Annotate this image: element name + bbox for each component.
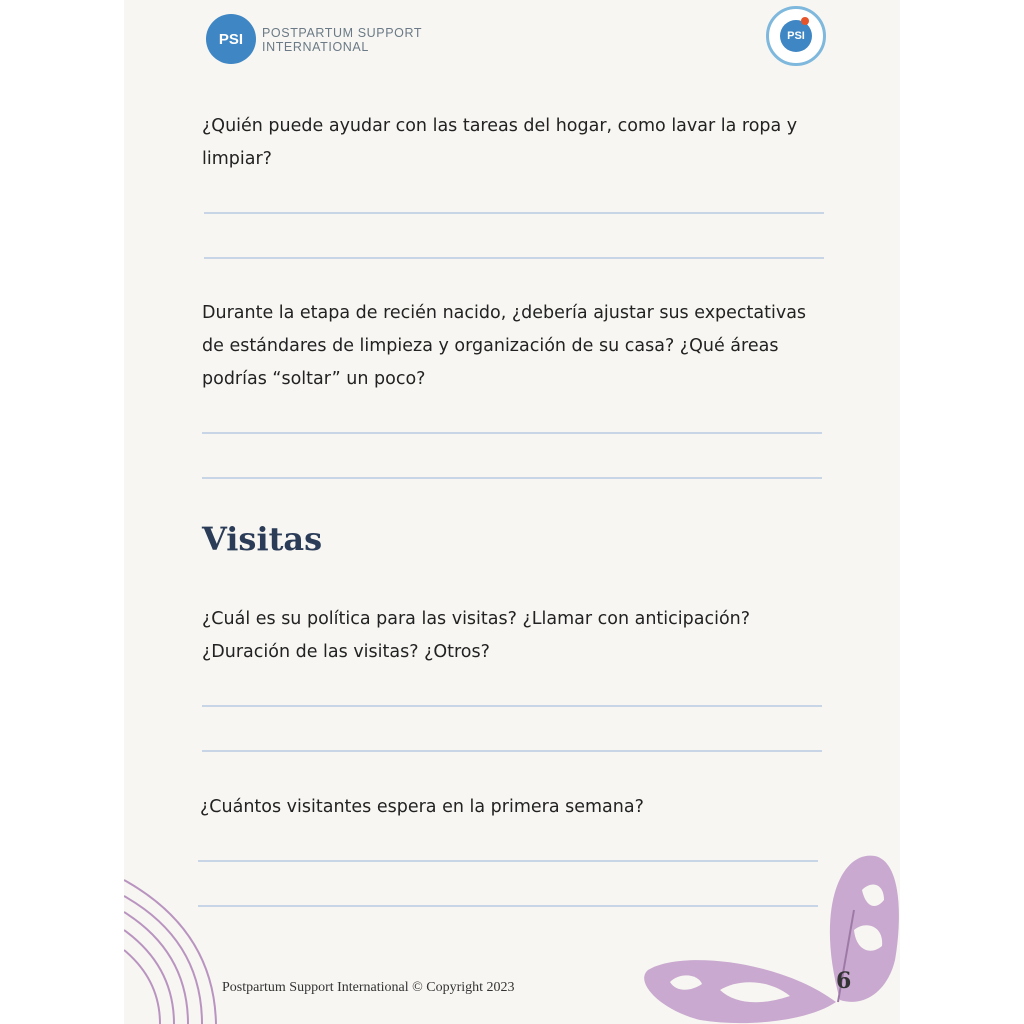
answer-line[interactable] [202,705,822,707]
question-visitor-count: ¿Cuántos visitantes espera en la primera semana? [200,797,644,817]
arc-lines-decoration [124,870,244,1024]
section-heading-visitas: Visitas [202,520,323,558]
question-household-help: ¿Quién puede ayudar con las tareas del hogar, como lavar la ropa y limpiar? [202,116,798,169]
butterfly-icon [640,850,900,1024]
psi-logo [206,8,436,70]
answer-line[interactable] [202,477,822,479]
org-name [262,26,432,54]
question-cleaning-expectations: Durante la etapa de recién nacido, ¿debería ajustar sus expectativas de estándares de limpieza y organización de su casa? ¿Qué áreas podrías “soltar” un poco? [202,303,807,389]
footer-copyright: Postpartum Support International © Copyright 2023 [222,980,515,995]
page-number: 6 [836,968,852,994]
answer-line[interactable] [202,432,822,434]
worksheet-page [124,0,900,1024]
psi-seal-badge: PSI [780,20,812,52]
answer-line[interactable] [204,257,824,259]
answer-line[interactable] [202,750,822,752]
seal-dot-icon [801,17,809,25]
answer-line[interactable] [204,212,824,214]
org-name-line2: INTERNATIONAL [262,40,369,54]
psi-logo-badge: PSI [206,14,256,64]
psi-seal-logo [766,6,826,66]
question-visit-policy: ¿Cuál es su política para las visitas? ¿Llamar con anticipación? ¿Duración de las visitas? ¿Otros? [202,609,751,662]
org-name-line1: POSTPARTUM SUPPORT [262,26,423,40]
